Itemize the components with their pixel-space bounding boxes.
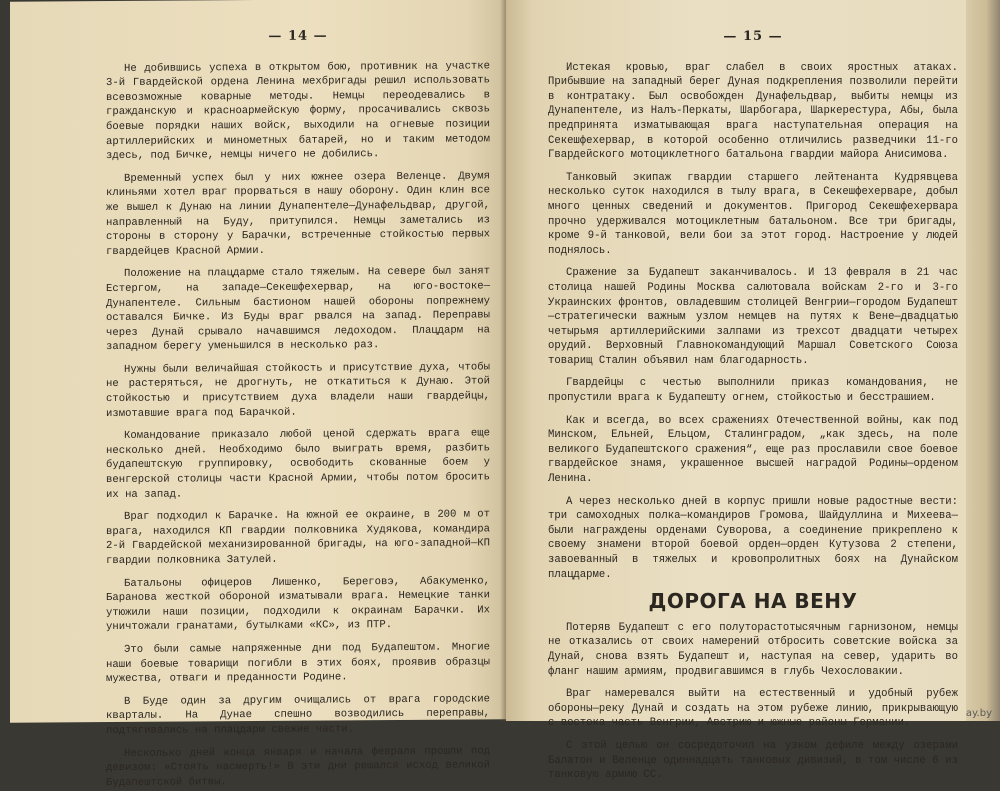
paragraph: Батальоны офицеров Лишенко, Береговэ, Абакуменко, Баранова жесткой обороной изматывали врага. Немецкие танки утюжили наши позиции, подходили к окраинам Барачки. Их уничтожали гранатами, бутылками «КС», из ПТР. <box>106 574 490 634</box>
paragraph: С этой целью он сосредоточил на узком дефиле между озерами Балатон и Веленце одиннадцать танковых дивизий, в том числе 6 из танковую армию СС. <box>548 739 958 782</box>
paragraph: Как и всегда, во всех сражениях Отечественной войны, как под Минском, Ельней, Ельцом, Сталинградом, „как здесь, на поле великого Будапештского сражения“, еще раз прославили свое боевое гвардейское знамя, украшенное высшей наградой Родины—орденом Ленина. <box>548 414 958 486</box>
paragraph: Положение на плацдарме стало тяжелым. На севере был занят Естергом, на западе—Секешфехервар, на юго-востоке—Дунапентеле. Сильным бастионом нашей обороны попрежнему оставался Бичке. Из Буды враг рвался на запад. Переправы через Дунай срывало начавшимся ледоходом. Плацдарм на западном берегу уменьшился в несколько раз. <box>106 265 490 354</box>
paragraph: Сражение за Будапешт заканчивалось. И 13 февраля в 21 час столица нашей Родины Москва салютовала войскам 2-го и 3-го Украинских фронтов, овладевшим столицей Венгрии—городом Будапешт—стратегически важным узлом немцев на путях к Вене—двадцатью четырьмя артиллерийскими залпами из трехсот двадцати четырех орудий. Верховный Главнокомандующий Маршал Советского Союза товарищ Сталин объявил нам благодарность. <box>548 267 958 367</box>
page-number: — 14 — <box>268 28 328 44</box>
page-stack-edge <box>966 0 1000 721</box>
paragraph: Враг намеревался выйти на естественный и удобный рубеж обороны—реку Дунай и создать на этом рубеже линию, прикрывающую с востока часть Венгрии, Австрию и южные районы Германии. <box>548 688 958 730</box>
paragraph: В Буде один за другим очищались от врага городские кварталы. На Дунае спешно возводились переправы, подтягивались на плацдарм свежие части. <box>106 693 490 737</box>
paragraph: Несколько дней конца января и начала февраля прошли под девизом: «Стоять насмерть!» В эти дни решался исход великой Будапештской битвы. <box>106 744 490 789</box>
paragraph: А через несколько дней в корпус пришли новые радостные вести: три самоходных полка—командиров Громова, Шайдуллина и Михеева—были награждены орденами Суворова, а соединение прикреплено к своему знамени второй боевой орден—орден Кутузова 2 степени, завоеванный в тяжелых и кровопролитных боях на Дунайском плацдарме. <box>548 495 958 581</box>
paragraph: Временный успех был у них южнее озера Веленце. Двумя клиньями хотел враг прорваться в нашу оборону. Один клин все же вышел к Дунаю на линии Дунапентеле—Дунафельдвар, другой, направленный на Буду, притупился. Немцы заметались из стороны в сторону у Барачки, встреченные стойкостью первых гвардейцев Красной Армии. <box>106 170 490 258</box>
right-page <box>506 0 976 782</box>
paragraph: Командование приказало любой ценой сдержать врага еще несколько дней. Необходимо было выиграть время, разбить будапештскую группировку, освободить скованные боем у венгерской столицы части Красной Армии, чтобы потом бросить их на запад. <box>106 427 490 501</box>
watermark: ay.by <box>965 708 992 719</box>
paragraph: Не добившись успеха в открытом бою, противник на участке 3-й Гвардейской ордена Ленина мехбригады решил использовать всевозможные коварные методы. Немцы переодевались в гражданскую и красноармейскую форму, просачивались сквозь боевые порядки наших войск, выходили на огневые позиции артиллерийских и минометных батарей, но и таким методом здесь, под Бичке, немцы ничего не добились. <box>106 59 490 163</box>
paragraph: Нужны были величайшая стойкость и присутствие духа, чтобы не растеряться, не дрогнуть, не откатиться к Дунаю. Этой стойкостью и присутствием духа владели наши гвардейцы, измотавшие врага под Барачкой. <box>106 361 490 420</box>
left-page <box>10 0 506 789</box>
paragraph: Гвардейцы с честью выполнили приказ командования, не пропустили врага к Будапешту огнем, стойкостью и бесстрашием. <box>548 377 958 405</box>
paragraph: Танковый экипаж гвардии старшего лейтенанта Кудрявцева несколько суток находился в тылу врага, в Секешфехерваре, добыл много ценных сведений и документов. Пригород Секешфехервара прочно удерживался мотоциклетным батальоном. Все три бригады, кроме 9-й танковой, вели бои за этот город. Настроение у людей поднялось. <box>548 171 958 257</box>
paragraph: Враг подходил к Барачке. На южной ее окраине, в 200 м от врага, находился КП гвардии полковника Худякова, командира 2-й Гвардейской механизированной бригады, на юго-западной—КП гвардии полковника Затулей. <box>106 508 490 568</box>
page-number: — 15 — <box>723 29 783 44</box>
paragraph: Это были самые напряженные дни под Будапештом. Многие наши боевые товарищи погибли в этих боях, проявив образцы мужества, отваги и преданности Родине. <box>106 641 490 686</box>
section-heading: ДОРОГА НА ВЕНУ <box>648 589 858 614</box>
paragraph: Потеряв Будапешт с его полуторастотысячным гарнизоном, немцы не отказались от своих намерений отбросить советские войска за Дунай, снова взять Будапешт и, наступая на север, ударить во фланг нашим армиям, продвигавшимся в глубь Чехословакии. <box>548 621 958 678</box>
paragraph: Истекая кровью, враг слабел в своих яростных атаках. Прибывшие на западный берег Дуная подкрепления позволили перейти в контратаку. Был освобожден Дунафельдвар, выбиты немцы из Дунапентеле, из Налъ-Перкаты, Шарбогара, Шаркерестура, Абы, была предпринята изматывающая врага наступательная операция на Секешфехервар, в которой особенно отличились разведчики 11-го Гвардейского мотоциклетного батальона гвардии майора Анисимова. <box>548 61 958 162</box>
